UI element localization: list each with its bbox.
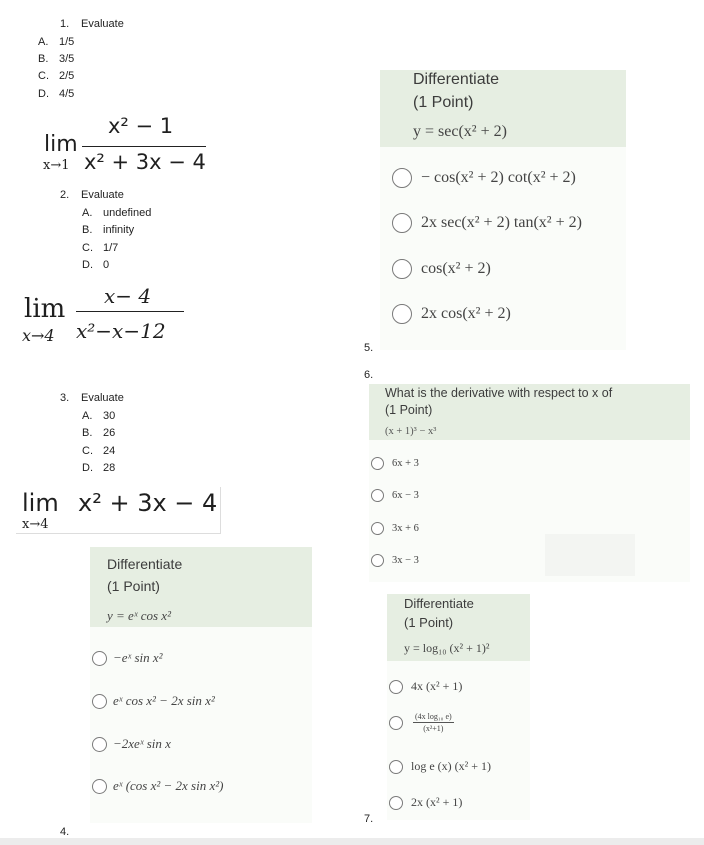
q3-lim: lim xyxy=(22,489,59,517)
q7-formula: y = log₁₀ (x² + 1)² xyxy=(404,641,490,655)
q2-lim: lim xyxy=(24,294,66,324)
radio-icon[interactable] xyxy=(392,213,412,233)
q6-option-4[interactable]: 3x − 3 xyxy=(371,554,419,567)
q2-option-d: D. 0 xyxy=(82,259,110,271)
q5-option-3[interactable]: cos(x² + 2) xyxy=(392,259,491,279)
q1-fraction-bar xyxy=(82,146,206,147)
q5-formula: y = sec(x² + 2) xyxy=(413,123,507,140)
q4-points: (1 Point) xyxy=(107,578,160,594)
q3-limit-expression xyxy=(16,487,221,534)
q1-lim: lim xyxy=(44,132,78,157)
q4-formula: y = eˣ cos x² xyxy=(107,608,171,623)
q6-option-1[interactable]: 6x + 3 xyxy=(371,457,419,470)
q1-numerator: x² − 1 xyxy=(108,114,174,138)
q6-title: What is the derivative with respect to x of xyxy=(385,386,613,400)
q2-option-c: C. 1/7 xyxy=(82,242,119,254)
q5-points: (1 Point) xyxy=(413,94,474,111)
q1-option-a: A. 1/5 xyxy=(38,36,75,48)
q1-option-b: B. 3/5 xyxy=(38,53,75,65)
radio-icon[interactable] xyxy=(371,489,384,502)
radio-icon[interactable] xyxy=(389,796,403,810)
q6-option-3[interactable]: 3x + 6 xyxy=(371,522,419,535)
q4-option-3[interactable]: −2xeˣ sin x xyxy=(92,736,171,752)
q2-number: 2. xyxy=(60,189,70,201)
radio-icon[interactable] xyxy=(92,779,107,794)
q7-option-4[interactable]: 2x (x² + 1) xyxy=(389,795,462,810)
q2-option-b: B. infinity xyxy=(82,224,135,236)
q4-card xyxy=(90,547,312,823)
radio-icon[interactable] xyxy=(92,737,107,752)
q6-formula: (x + 1)³ − x³ xyxy=(385,426,437,437)
q2-numerator: x− 4 xyxy=(104,284,152,308)
q1-label: Evaluate xyxy=(81,18,124,30)
q2-denominator: x²−x−12 xyxy=(76,319,166,343)
q7-title: Differentiate xyxy=(404,596,474,611)
q4-option-1[interactable]: −eˣ sin x² xyxy=(92,650,163,666)
q2-limit-expression xyxy=(16,284,186,350)
q1-number: 1. xyxy=(60,18,70,30)
q1-limit-expression xyxy=(38,114,210,178)
q6-option-2[interactable]: 6x − 3 xyxy=(371,489,419,502)
q7-option-1[interactable]: 4x (x² + 1) xyxy=(389,679,462,694)
q5-option-2[interactable]: 2x sec(x² + 2) tan(x² + 2) xyxy=(392,213,582,233)
q5-option-4[interactable]: 2x cos(x² + 2) xyxy=(392,304,511,324)
radio-icon[interactable] xyxy=(92,651,107,666)
q4-option-4[interactable]: eˣ (cos x² − 2x sin x²) xyxy=(92,778,223,794)
radio-icon[interactable] xyxy=(371,554,384,567)
q7-number: 7. xyxy=(364,813,374,825)
q5-card xyxy=(380,70,626,350)
q6-card xyxy=(369,384,690,582)
q2-label: Evaluate xyxy=(81,189,124,201)
q1-option-c: C. 2/5 xyxy=(38,70,75,82)
q3-expression: x² + 3x − 4 xyxy=(78,489,218,517)
radio-icon[interactable] xyxy=(389,716,403,730)
q4-number: 4. xyxy=(60,826,70,838)
q7-option-3[interactable]: log e (x) (x² + 1) xyxy=(389,759,491,774)
q3-label: Evaluate xyxy=(81,392,124,404)
q5-title: Differentiate xyxy=(413,71,499,88)
q4-title: Differentiate xyxy=(107,556,183,572)
radio-icon[interactable] xyxy=(371,457,384,470)
q7-header xyxy=(387,594,530,661)
q2-fraction-bar xyxy=(76,311,184,312)
radio-icon[interactable] xyxy=(392,304,412,324)
q1-option-d: D. 4/5 xyxy=(38,88,75,100)
q4-option-2[interactable]: eˣ cos x² − 2x sin x² xyxy=(92,693,215,709)
q7-points: (1 Point) xyxy=(404,615,454,630)
q7-card xyxy=(387,594,530,820)
bottom-toolbar xyxy=(0,838,704,845)
q3-number: 3. xyxy=(60,392,70,404)
q3-option-b: B. 26 xyxy=(82,427,116,439)
q3-option-c: C. 24 xyxy=(82,445,116,457)
q5-option-1[interactable]: − cos(x² + 2) cot(x² + 2) xyxy=(392,168,576,188)
radio-icon[interactable] xyxy=(389,680,403,694)
q6-header xyxy=(369,384,690,440)
q4-header xyxy=(90,547,312,627)
radio-icon[interactable] xyxy=(92,694,107,709)
radio-icon[interactable] xyxy=(371,522,384,535)
q6-points: (1 Point) xyxy=(385,403,433,417)
q5-number: 5. xyxy=(364,342,374,354)
radio-icon[interactable] xyxy=(392,168,412,188)
q1-denominator: x² + 3x − 4 xyxy=(84,150,206,174)
q2-lim-sub: x→4 xyxy=(22,326,55,345)
radio-icon[interactable] xyxy=(392,259,412,279)
q7-option-2[interactable] xyxy=(389,712,454,733)
q2-option-a: A. undefined xyxy=(82,207,152,219)
q6-number: 6. xyxy=(364,369,374,381)
q3-option-d: D. 28 xyxy=(82,462,116,474)
radio-icon[interactable] xyxy=(389,760,403,774)
q3-option-a: A. 30 xyxy=(82,410,116,422)
faded-watermark xyxy=(545,534,635,576)
q7-option-2-fraction: (4x log₁₀ e) (x²+1) xyxy=(415,712,452,733)
q5-header xyxy=(380,70,626,147)
q3-lim-sub: x→4 xyxy=(22,517,49,532)
q1-lim-sub: x→1 xyxy=(43,158,70,173)
